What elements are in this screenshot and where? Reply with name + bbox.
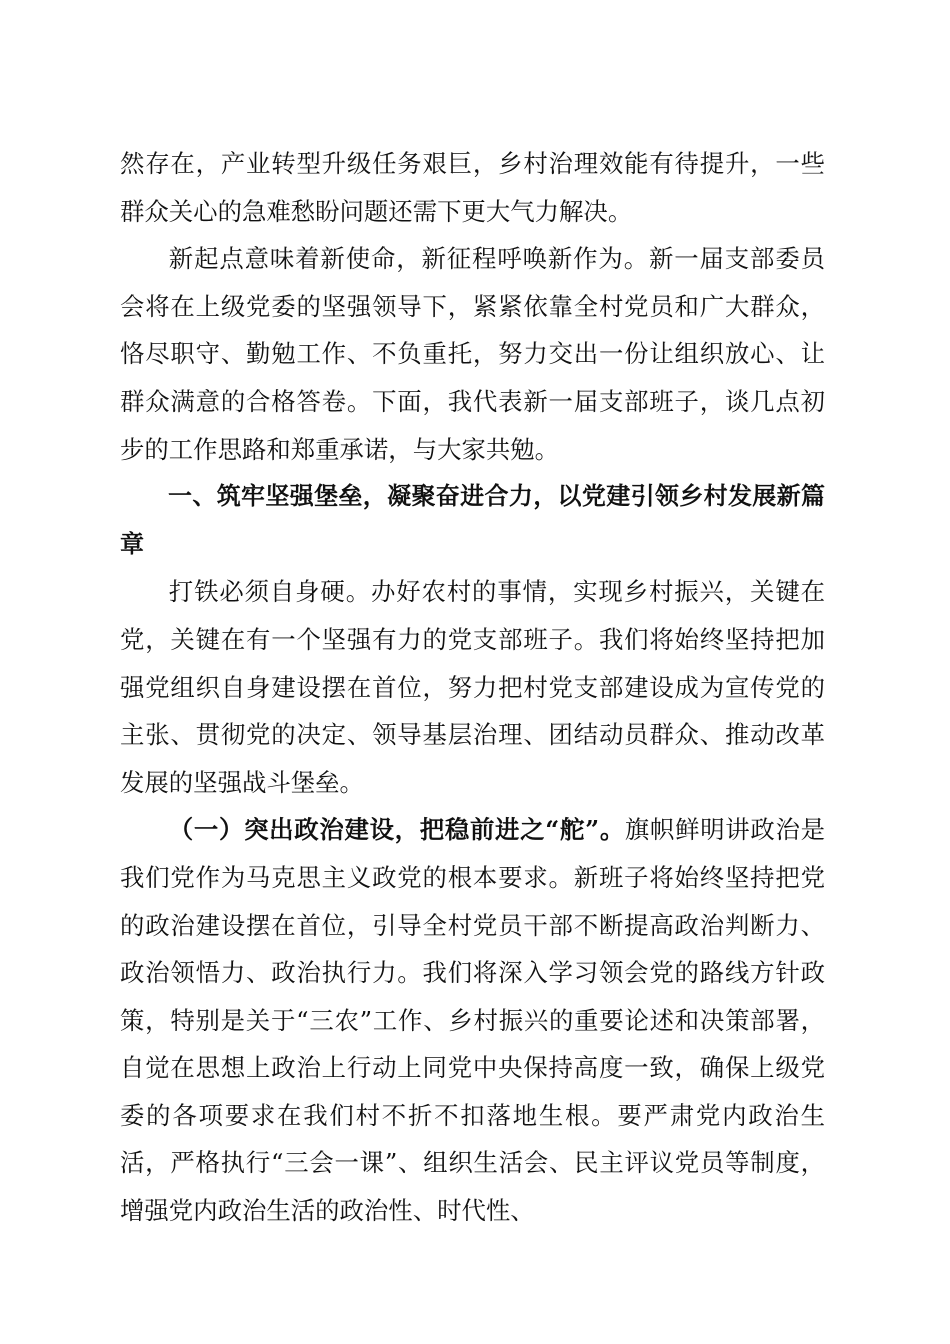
subsection-1-body: 旗帜鲜明讲政治是我们党作为马克思主义政党的根本要求。新班子将始终坚持把党的政治建设摆在首位，引导全村党员干部不断提高政治判断力、政治领悟力、政治执行力。我们将深入学习领会党的路线方针政策，特别是关于“三农”工作、乡村振兴的重要论述和决策部署，自觉在思想上政治上行动上同党中央保持高度一致，确保上级党委的各项要求在我们村不折不扣落地生根。要严肃党内政治生活，严格执行“三会一课”、组织生活会、民主评议党员等制度，增强党内政治生活的政治性、时代性、 [120, 815, 825, 1226]
subsection-1 [120, 806, 825, 1234]
paragraph-continuation: 然存在，产业转型升级任务艰巨，乡村治理效能有待提升，一些群众关心的急难愁盼问题还需下更大气力解决。 [120, 149, 825, 226]
subsection-1-title: （一）突出政治建设，把稳前进之“舵”。 [168, 815, 625, 845]
paragraph-self-strength: 打铁必须自身硬。办好农村的事情，实现乡村振兴，关键在党，关键在有一个坚强有力的党支部班子。我们将始终坚持把加强党组织自身建设摆在首位，努力把村党支部建设成为宣传党的主张、贯彻党的决定、领导基层治理、团结动员群众、推动改革发展的坚强战斗堡垒。 [120, 577, 825, 797]
document-body [120, 140, 825, 1235]
section-heading-1: 一、筑牢坚强堡垒，凝聚奋进合力，以党建引领乡村发展新篇章 [120, 482, 825, 558]
paragraph-new-mission: 新起点意味着新使命，新征程呼唤新作为。新一届支部委员会将在上级党委的坚强领导下，紧紧依靠全村党员和广大群众，恪尽职守、勤勉工作、不负重托，努力交出一份让组织放心、让群众满意的合格答卷。下面，我代表新一届支部班子，谈几点初步的工作思路和郑重承诺，与大家共勉。 [120, 244, 825, 464]
